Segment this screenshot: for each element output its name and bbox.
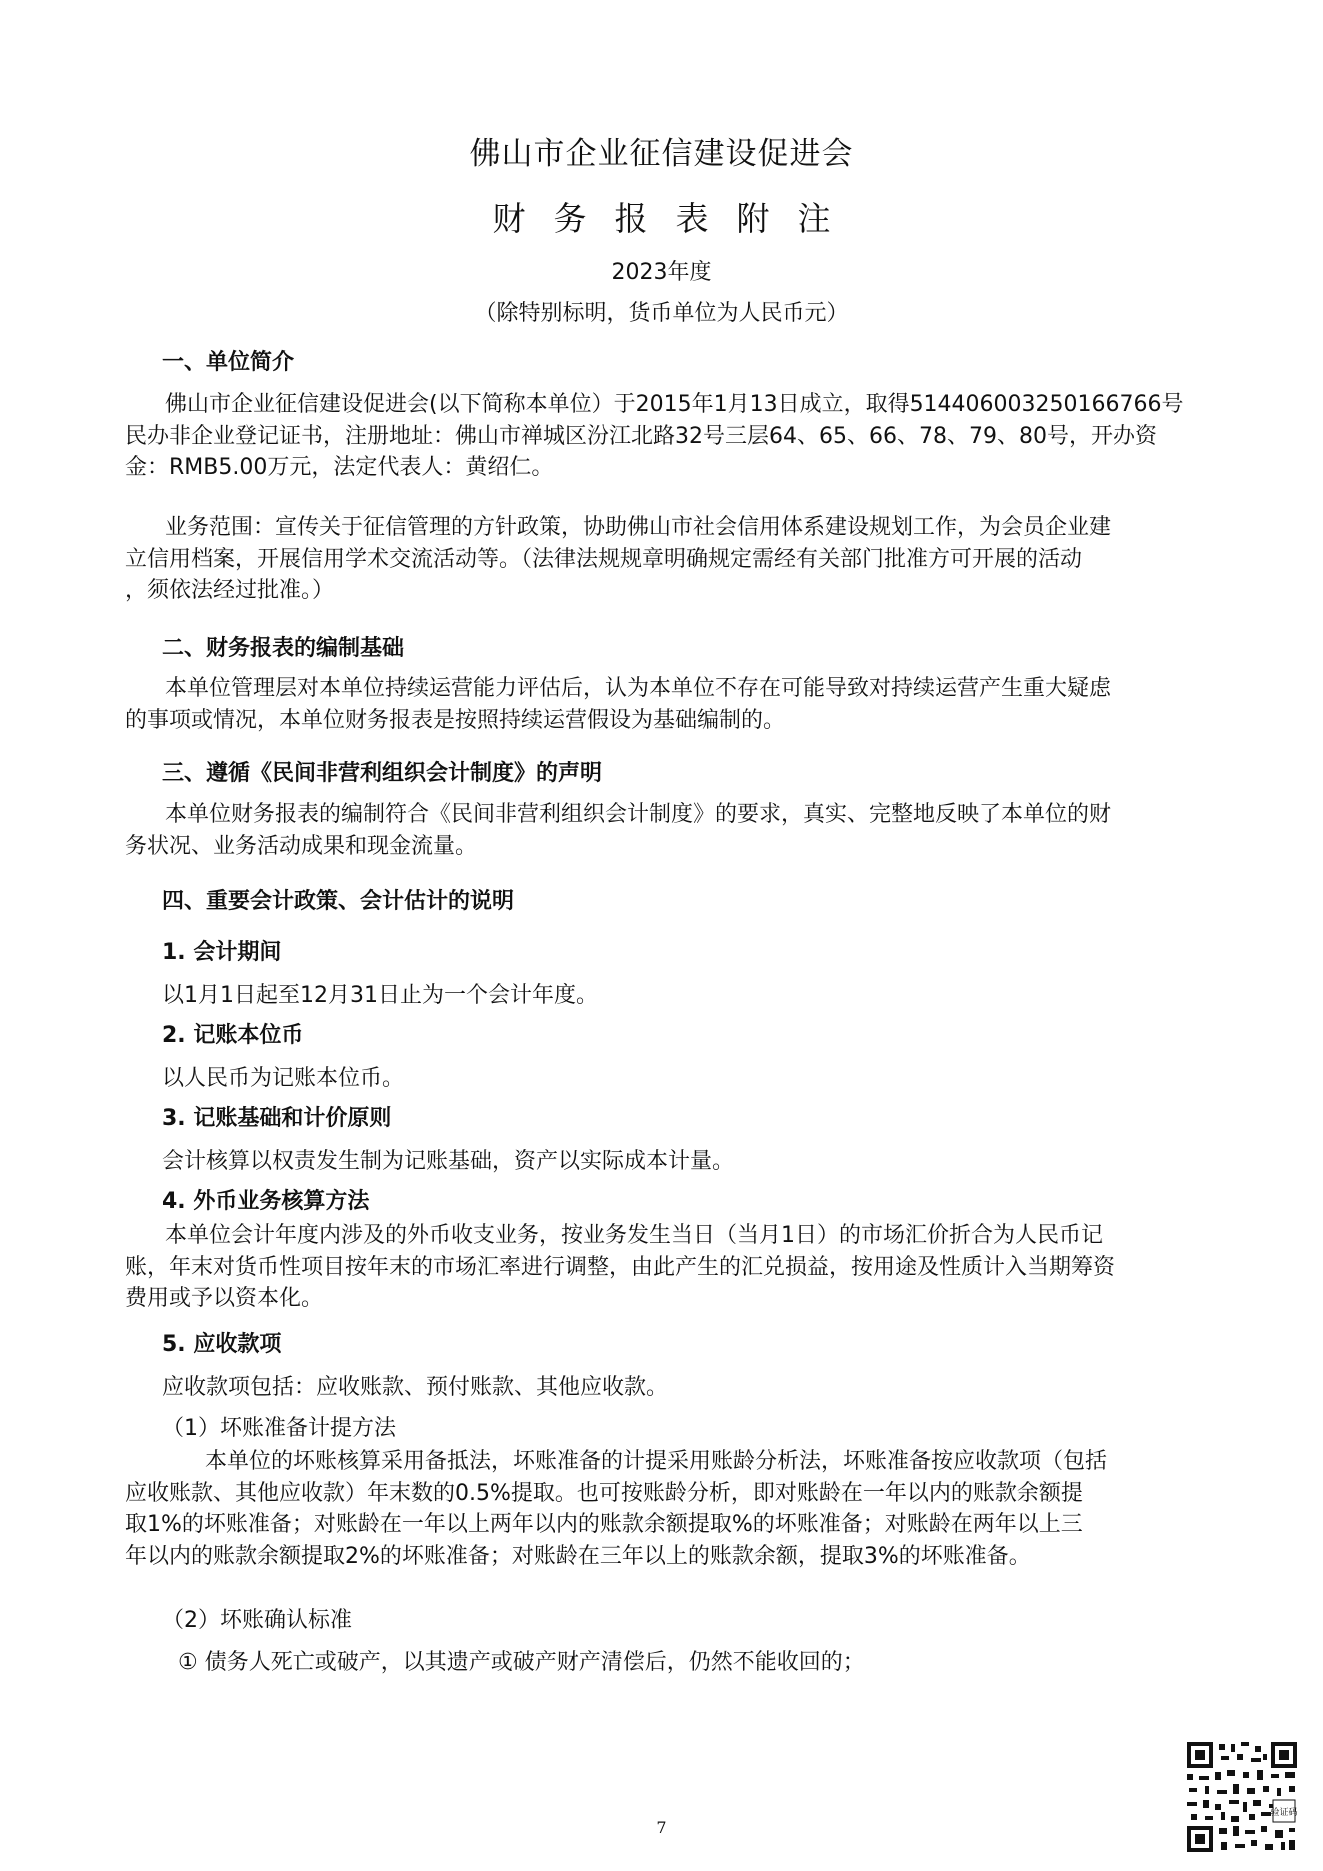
paragraph-line: 务状况、业务活动成果和现金流量。 <box>125 833 478 859</box>
subsection-2-heading: 2. 记账本位币 <box>162 1023 304 1048</box>
section-2-heading: 二、财务报表的编制基础 <box>162 636 405 661</box>
paragraph-line: 账，年末对货币性项目按年末的市场汇率进行调整，由此产生的汇兑损益，按用途及性质计入当期筹资 <box>125 1254 1116 1280</box>
paragraph-line: 应收账款、其他应收款）年末数的0.5%提取。也可按账龄分析，即对账龄在一年以内的账款余额提 <box>125 1480 1083 1506</box>
subsection-5-heading: 5. 应收款项 <box>162 1332 282 1357</box>
subsection-4-paragraph <box>125 1220 1200 1315</box>
section-3-heading: 三、遵循《民间非营利组织会计制度》的声明 <box>162 761 603 786</box>
subsection-4-heading: 4. 外币业务核算方法 <box>162 1189 370 1214</box>
document-subtitle: 财务报表附注 <box>492 199 859 238</box>
qr-code-icon <box>1185 1740 1299 1854</box>
bad-debt-criteria-point-1: ① 债务人死亡或破产，以其遗产或破产财产清偿后，仍然不能收回的； <box>178 1650 865 1675</box>
section-1-intro-paragraph <box>125 389 1200 484</box>
subsection-1-heading: 1. 会计期间 <box>162 940 282 965</box>
currency-unit-note: （除特别标明，货币单位为人民币元） <box>474 301 849 326</box>
paragraph-line: 本单位管理层对本单位持续运营能力评估后，认为本单位不存在可能导致对持续运营产生重大疑虑 <box>165 676 1112 701</box>
paragraph-line: 立信用档案，开展信用学术交流活动等。（法律法规规章明确规定需经有关部门批准方可开展的活动 <box>125 546 1083 572</box>
paragraph-line: 的事项或情况，本单位财务报表是按照持续运营假设为基础编制的。 <box>125 707 786 733</box>
subsection-3-heading: 3. 记账基础和计价原则 <box>162 1106 392 1131</box>
paragraph-line: 本单位财务报表的编制符合《民间非营利组织会计制度》的要求，真实、完整地反映了本单位的财 <box>165 802 1112 827</box>
bad-debt-method-paragraph <box>125 1446 1200 1572</box>
page-number: 7 <box>656 1818 667 1837</box>
paragraph-line: 本单位会计年度内涉及的外币收支业务，按业务发生当日（当月1日）的市场汇价折合为人民币记 <box>165 1223 1104 1248</box>
paragraph-line: 民办非企业登记证书，注册地址：佛山市禅城区汾江北路32号三层64、65、66、78、79、80号，开办资 <box>125 423 1157 449</box>
paragraph-line: 本单位的坏账核算采用备抵法，坏账准备的计提采用账龄分析法，坏账准备按应收款项（包括 <box>205 1449 1108 1474</box>
paragraph-line: ，须依法经过批准。） <box>125 578 335 603</box>
section-4-heading: 四、重要会计政策、会计估计的说明 <box>162 889 515 914</box>
section-1-heading: 一、单位简介 <box>162 350 295 375</box>
document-title: 佛山市企业征信建设促进会 <box>469 136 854 172</box>
paragraph-line: 年以内的账款余额提取2%的坏账准备；对账龄在三年以上的账款余额，提取3%的坏账准备。 <box>125 1543 1031 1569</box>
subsection-5-text: 应收款项包括：应收账款、预付账款、其他应收款。 <box>162 1375 669 1400</box>
subsection-3-text: 会计核算以权责发生制为记账基础，资产以实际成本计量。 <box>162 1149 735 1174</box>
paragraph-line: 费用或予以资本化。 <box>125 1286 324 1311</box>
subsection-2-text: 以人民币为记账本位币。 <box>162 1066 405 1091</box>
paragraph-line: 取1%的坏账准备；对账龄在一年以上两年以内的账款余额提取%的坏账准备；对账龄在两年以上三 <box>125 1512 1083 1537</box>
subsection-1-text: 以1月1日起至12月31日止为一个会计年度。 <box>162 983 598 1008</box>
paragraph-line: 佛山市企业征信建设促进会(以下简称本单位）于2015年1月13日成立，取得514406003250166766号 <box>165 392 1184 417</box>
qr-stamp-text: 验证码 <box>1270 1808 1298 1818</box>
report-year: 2023年度 <box>611 260 712 285</box>
paragraph-line: 业务范围：宣传关于征信管理的方针政策，协助佛山市社会信用体系建设规划工作，为会员企业建 <box>165 515 1112 540</box>
bad-debt-criteria-heading: （2）坏账确认标准 <box>162 1608 352 1633</box>
section-2-paragraph <box>125 673 1200 736</box>
section-1-scope-paragraph <box>125 512 1200 607</box>
bad-debt-method-heading: （1）坏账准备计提方法 <box>162 1416 396 1441</box>
section-3-paragraph <box>125 799 1200 862</box>
paragraph-line: 金：RMB5.00万元，法定代表人：黄绍仁。 <box>125 455 554 480</box>
